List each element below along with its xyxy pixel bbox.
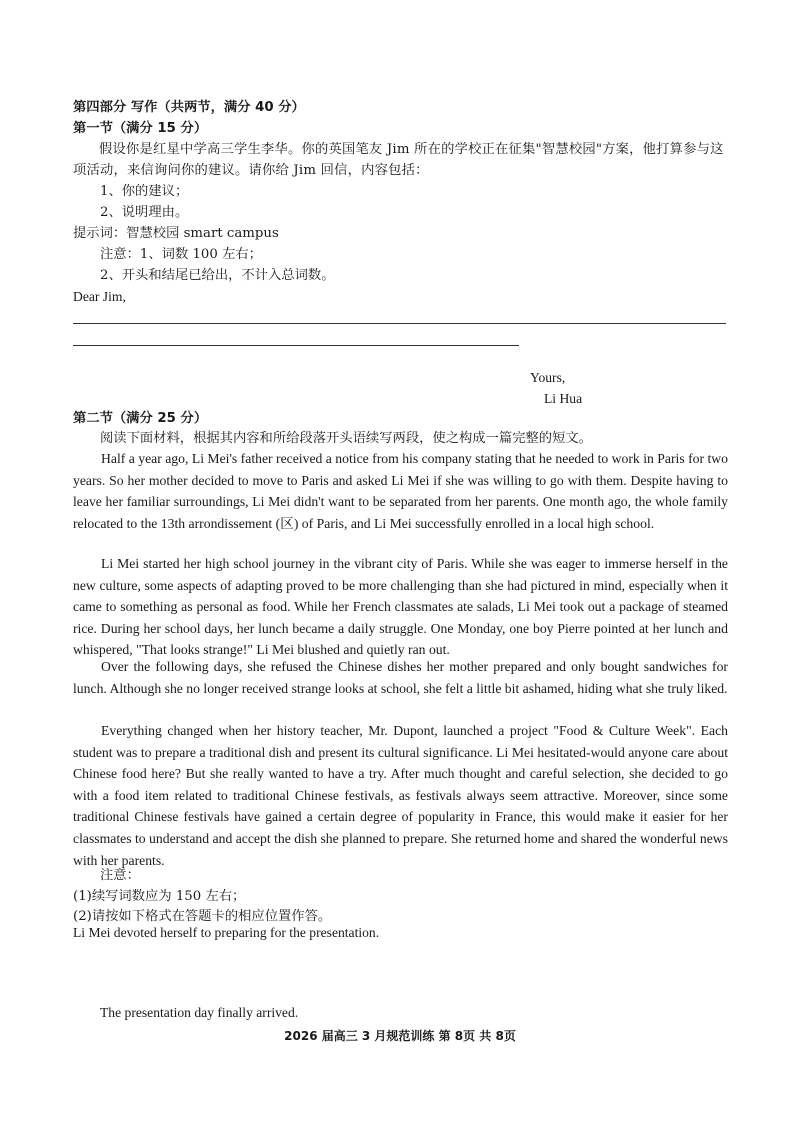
- story-paragraph-4: Everything changed when her history teacher, Mr. Dupont, launched a project "Food & Culture Week". Each student was to prepare a traditional dish and present its cultural significance. Li Mei hesitated-would anyone care about Chinese food here? But she really wanted to have a try. After much thought and careful selection, she decided to go with a food item related to traditional Chinese festivals, as festivals always seem attractive. Moreover, since some traditional Chinese festivals have gained a certain degree of popularity in France, this would make it easier for her classmates to understand and accept the dish she planned to prepare. She returned home and shared the wonderful news with her parents.: [73, 723, 728, 868]
- story-paragraph-2: Li Mei started her high school journey in the vibrant city of Paris. While she was eager to immerse herself in the new culture, some aspects of adapting proved to be more challenging than she had pictured in mind, especially when it came to something as personal as food. While her French classmates ate salads, Li Mei took out a package of steamed rice. During her school days, her lunch became a daily struggle. One Monday, one boy Pierre pointed at her lunch and whispered, "That looks strange!" Li Mei blushed and quietly ran out.: [73, 556, 728, 658]
- answer-line-1: [73, 323, 726, 324]
- part4-heading: 第四部分 写作（共两节，满分 40 分）: [73, 100, 305, 115]
- section2-instruction: 阅读下面材料，根据其内容和所给段落开头语续写两段，使之构成一篇完整的短文。: [100, 431, 592, 446]
- answer-line-2: [73, 345, 519, 346]
- note-2: 2、开头和结尾已给出，不计入总词数。: [100, 268, 335, 283]
- notice-1: (1)续写词数应为 150 左右；: [73, 889, 246, 904]
- notice-2: (2)请按如下格式在答题卡的相应位置作答。: [73, 909, 332, 924]
- hint-words: 提示词：智慧校园 smart campus: [73, 226, 279, 241]
- section2-heading: 第二节（满分 25 分）: [73, 411, 208, 426]
- letter-signature: Li Hua: [544, 391, 583, 406]
- section1-heading: 第一节（满分 15 分）: [73, 121, 208, 136]
- story-paragraph-1: Half a year ago, Li Mei's father received a notice from his company stating that he needed to work in Paris for two years. So her mother decided to move to Paris and asked Li Mei if she was willing to go with them. Despite having to leave her familiar surroundings, Li Mei didn't want to be separated from her parents. One month ago, the whole family relocated to the 13th arrondissement (区) of Paris, and Li Mei successfully enrolled in a local high school.: [73, 451, 728, 531]
- page-footer: 2026 届高三 3 月规范训练 第 8页 共 8页: [284, 1029, 516, 1043]
- notice-label: 注意：: [100, 868, 140, 883]
- note-1: 注意：1、词数 100 左右；: [100, 247, 262, 262]
- salutation: Dear Jim,: [73, 289, 126, 304]
- letter-closing: Yours,: [530, 370, 566, 385]
- continuation-start-2: The presentation day finally arrived.: [100, 1005, 299, 1020]
- section1-prompt: 假设你是红星中学高三学生李华。你的英国笔友 Jim 所在的学校正在征集"智慧校园"方案，他打算参与这项活动，来信询问你的建议。请你给 Jim 回信，内容包括：: [73, 142, 724, 178]
- continuation-start-1: Li Mei devoted herself to preparing for the presentation.: [73, 925, 380, 940]
- prompt-point-2: 2、说明理由。: [100, 205, 189, 220]
- prompt-point-1: 1、你的建议；: [100, 184, 189, 199]
- story-paragraph-3: Over the following days, she refused the Chinese dishes her mother prepared and only bought sandwiches for lunch. Although she no longer received strange looks at school, she felt a little bit ashamed, hiding what she truly liked.: [73, 659, 728, 696]
